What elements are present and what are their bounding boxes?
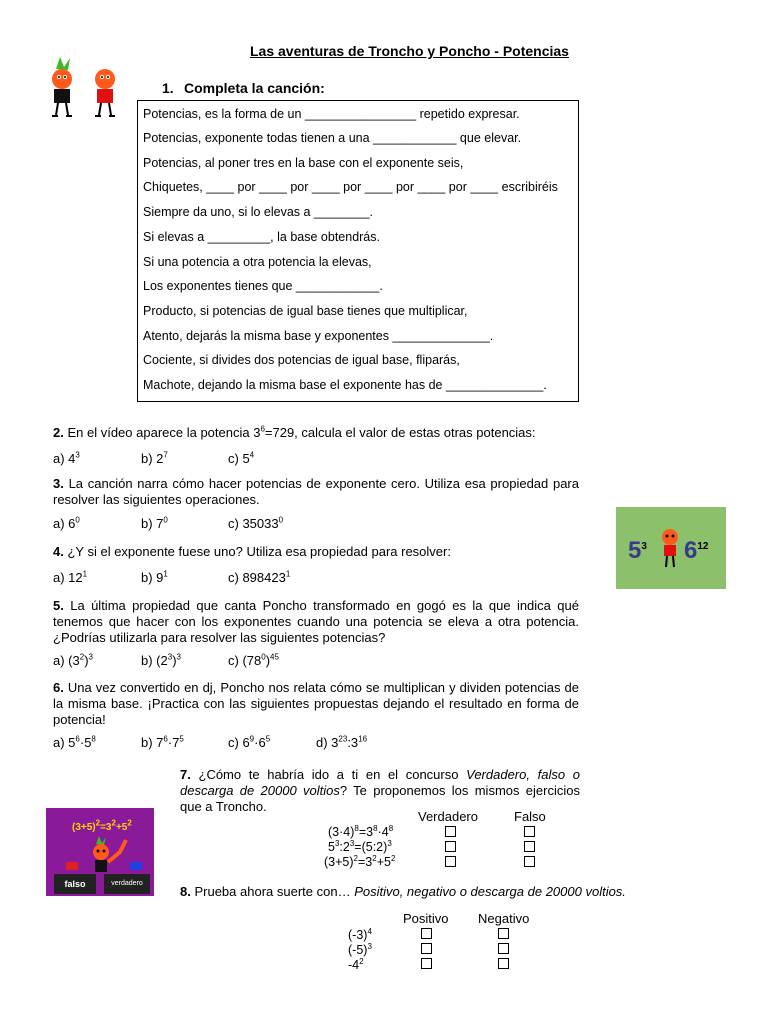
power-5-3: $5^3$: [628, 537, 647, 564]
sign-expression: $-4^2$: [348, 956, 364, 972]
song-line: Potencias, al poner tres en la base con el exponente seis,: [143, 156, 464, 170]
statement-expression: $(3\cdot 4)^8=3^8\cdot 4^8$: [328, 823, 394, 839]
question-5: 5. La última propiedad que canta Poncho transformado en gogó es la que indica qué tenemos que hacer con los exponentes cuando una potencia se eleva a otra potencia. ¿Podrías utilizarla para resolver las siguientes potencias?: [53, 598, 579, 645]
power-6-12: $6^{12}$: [684, 537, 709, 564]
true-button: verdadero: [104, 874, 150, 894]
column-negative-header: Negativo: [478, 911, 530, 926]
positive-checkbox[interactable]: [421, 943, 432, 954]
positive-checkbox[interactable]: [421, 928, 432, 939]
negative-checkbox[interactable]: [498, 928, 509, 939]
blue-light: [130, 862, 142, 870]
column-true-header: Verdadero: [418, 809, 478, 824]
sign-expression: $(-5)^3$: [348, 941, 372, 957]
song-line: Si elevas a _________, la base obtendrás.: [143, 230, 380, 244]
true-checkbox[interactable]: [445, 856, 456, 867]
red-light: [66, 862, 78, 870]
positive-checkbox[interactable]: [421, 958, 432, 969]
contest-formula: $(3+5)^2=3^2+5^2$: [72, 818, 132, 833]
answer-item: c) $6^9\cdot 6^5$: [228, 734, 271, 750]
answer-item: c) 35033$^0$: [228, 515, 284, 531]
answer-item: a) $5^6\cdot 5^8$: [53, 734, 96, 750]
negative-checkbox[interactable]: [498, 958, 509, 969]
sign-expression: $(-3)^4$: [348, 926, 372, 942]
answer-item: a) $6^0$: [53, 515, 80, 531]
song-line: Chiquetes, ____ por ____ por ____ por ____ por ____ por ____ escribiréis: [143, 180, 558, 194]
true-checkbox[interactable]: [445, 841, 456, 852]
song-line: Los exponentes tienes que ____________.: [143, 279, 383, 293]
song-line: Machote, dejando la misma base el exponente has de ______________.: [143, 378, 547, 392]
answer-item: a) $12^1$: [53, 569, 88, 585]
question-6: 6. Una vez convertido en dj, Poncho nos relata cómo se multiplican y dividen potencias de la misma base. ¡Practica con las siguientes propuestas dejando el resultado en forma de potencia!: [53, 680, 579, 727]
troncho-character: [52, 57, 72, 116]
answer-item: c) 898423$^1$: [228, 569, 291, 585]
false-checkbox[interactable]: [524, 841, 535, 852]
question-7: 7. ¿Cómo te habría ido a ti en el concurso Verdadero, falso o descarga de 20000 voltios? Te proponemos los mismos ejercicios que a Troncho.: [180, 767, 580, 814]
song-line: Siempre da uno, si lo elevas a ________.: [143, 205, 374, 219]
poncho-character-small: [658, 527, 682, 573]
answer-item: b) $7^0$: [141, 515, 168, 531]
answer-item: b) $2^7$: [141, 450, 168, 466]
answer-item: b) $7^6\cdot 7^5$: [141, 734, 184, 750]
column-false-header: Falso: [514, 809, 546, 824]
characters-illustration: [40, 55, 130, 125]
answer-item: d) $3^{23}:3^{16}$: [316, 734, 368, 750]
true-checkbox[interactable]: [445, 826, 456, 837]
question-2: 2. En el vídeo aparece la potencia $3^6=729$, calcula el valor de estas otras potencias:: [53, 424, 536, 440]
true-false-contest-illustration: [46, 808, 154, 896]
negative-checkbox[interactable]: [498, 943, 509, 954]
statement-expression: $(3+5)^2=3^2+5^2$: [324, 853, 396, 869]
answer-item: b) $9^1$: [141, 569, 168, 585]
poncho-character: [95, 69, 115, 116]
false-button: falso: [54, 874, 96, 894]
question-number: 1.: [162, 80, 174, 96]
question-1-text: Completa la canción:: [184, 80, 325, 96]
answer-item: c) $(78^0)^{45}$: [228, 652, 279, 668]
song-line: Si una potencia a otra potencia la elevas,: [143, 255, 372, 269]
false-checkbox[interactable]: [524, 856, 535, 867]
song-line: Atento, dejarás la misma base y exponentes ______________.: [143, 329, 494, 343]
answer-item: b) $(2^3)^3$: [141, 652, 181, 668]
question-8: 8. Prueba ahora suerte con… Positivo, negativo o descarga de 20000 voltios.: [180, 884, 626, 899]
page-title: Las aventuras de Troncho y Poncho - Potencias: [250, 43, 569, 59]
answer-item: a) $4^3$: [53, 450, 80, 466]
false-checkbox[interactable]: [524, 826, 535, 837]
statement-expression: $5^3:2^3=(5:2)^3$: [328, 838, 392, 854]
song-line: Producto, si potencias de igual base tienes que multiplicar,: [143, 304, 468, 318]
answer-item: a) $(3^2)^3$: [53, 652, 93, 668]
answer-item: c) $5^4$: [228, 450, 255, 466]
song-line: Potencias, exponente todas tienen a una ____________ que elevar.: [143, 131, 522, 145]
column-positive-header: Positivo: [403, 911, 449, 926]
song-line: Cociente, si divides dos potencias de igual base, fliparás,: [143, 353, 460, 367]
song-lyrics-box: [137, 100, 579, 402]
song-line: Potencias, es la forma de un ________________ repetido expresar.: [143, 107, 520, 121]
question-3: 3. La canción narra cómo hacer potencias de exponente cero. Utiliza esa propiedad para resolver las siguientes operaciones.: [53, 476, 579, 507]
question-1-heading: [162, 80, 325, 96]
powers-illustration: [616, 507, 726, 589]
question-4: 4. ¿Y si el exponente fuese uno? Utiliza esa propiedad para resolver:: [53, 544, 451, 559]
